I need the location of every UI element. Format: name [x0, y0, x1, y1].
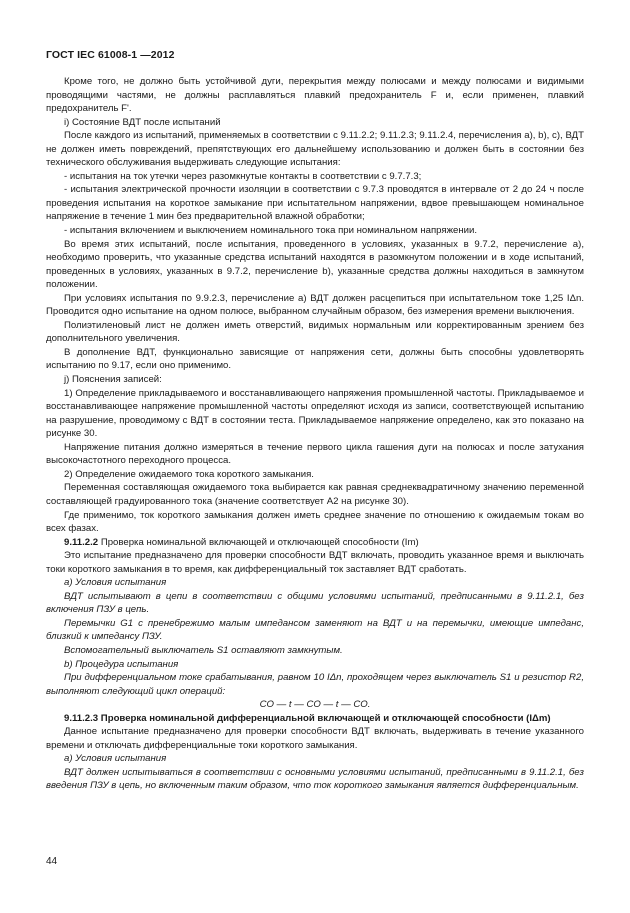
body-paragraph: i) Состояние ВДТ после испытаний: [64, 116, 221, 128]
italic-paragraph: ВДТ должен испытываться в соответствии с основными условиями испытаний, предписанными в 9.11.2.1, без введения ПЗУ в цепь, но включенным таким образом, что ток короткого замыкания является дифференциальным.: [46, 766, 584, 792]
section-heading: 9.11.2.3 Проверка номинальной дифференциальной включающей и отключающей способности (IΔm): [64, 712, 551, 724]
body-paragraph: 1) Определение прикладываемого и восстанавливающего напряжения промышленной частоты. Прикладываемое и восстанавливающее напряжение промышленной частоты определяют исходя из записи, соответствующей испытанию на разрушение, проводимому с ВДТ в состоянии теста. Прикладываемое напряжение определено, как это показано на рисунке 30.: [46, 387, 584, 440]
body-paragraph: - испытания включением и выключением номинального тока при номинальном напряжении.: [64, 225, 478, 237]
section-title: Проверка номинальной включающей и отключающей способности (Im): [100, 536, 419, 548]
italic-paragraph: b) Процедура испытания: [64, 658, 179, 670]
italic-paragraph: Вспомогательный выключатель S1 оставляют замкнутым.: [64, 644, 343, 656]
body-paragraph: Полиэтиленовый лист не должен иметь отверстий, видимых нормальным или корректированным зрением без дополнительного увеличения.: [46, 319, 584, 345]
body-paragraph: Где применимо, ток короткого замыкания должен иметь среднее значение по отношению к ожидаемым токам во всех фазах.: [46, 509, 584, 535]
body-paragraph: j) Пояснения записей:: [64, 374, 162, 386]
body-paragraph: Данное испытание предназначено для проверки способности ВДТ включать, выдерживать в течение указанного времени и отключать дифференциальные токи короткого замыкания.: [46, 726, 584, 751]
section-heading: [46, 536, 584, 550]
body-paragraph: Это испытание предназначено для проверки способности ВДТ включать, проводить указанное время и выключать токи короткого замыкания в то время, как дифференциальный ток заставляет ВДТ сработать.: [46, 550, 584, 575]
page-header: ГОСТ IEC 61008-1 —2012: [46, 49, 175, 61]
body-paragraph: После каждого из испытаний, применяемых в соответствии с 9.11.2.2; 9.11.2.3; 9.11.2.4, перечисления а), b), c), ВДТ не должен иметь повреждений, препятствующих его дальнейшему использованию и должен быть в состоянии без технического обслуживания выдерживать следующие испытания:: [46, 130, 584, 169]
body-paragraph: Переменная составляющая ожидаемого тока выбирается как равная среднеквадратичному значению переменной составляющей градуированного тока (значение соответствует A2 на рисунке 30).: [46, 482, 584, 507]
body-paragraph: При условиях испытания по 9.9.2.3, перечисление а) ВДТ должен расцепиться при испытательном токе 1,25 IΔn. Проводится одно испытание на одном полюсе, выбранном случайным образом, без измерения времени выключения.: [46, 292, 584, 318]
page-number: 44: [46, 856, 58, 867]
body-paragraph: В дополнение ВДТ, функционально зависящие от напряжения сети, должны быть способны удовлетворять испытанию по 9.17, если оно применимо.: [46, 346, 584, 372]
page-body: [46, 75, 584, 793]
body-paragraph: 2) Определение ожидаемого тока короткого замыкания.: [64, 468, 314, 480]
operation-cycle-formula: CO — t — CO — t — CO.: [259, 699, 371, 711]
body-paragraph: Во время этих испытаний, после испытания, проведенного в условиях, указанных в 9.7.2, перечисление а), необходимо проверить, что указанные средства испытаний находятся в разомкнутом положении и в ходе испытаний, проведенных в условиях, указанных в 9.7.2, перечисление b), указанные средства должны находиться в замкнутом положении.: [46, 238, 584, 291]
section-number: 9.11.2.2: [64, 536, 99, 548]
italic-paragraph: а) Условия испытания: [64, 753, 167, 765]
body-paragraph: - испытания на ток утечки через разомкнутые контакты в соответствии с 9.7.7.3;: [64, 170, 422, 182]
body-paragraph: Кроме того, не должно быть устойчивой дуги, перекрытия между полюсами и между полюсами и видимыми проводящими частями, не должны расплавляться плавкий предохранитель F и, если применен, плавкий предохранитель F'.: [46, 76, 584, 115]
italic-paragraph: ВДТ испытывают в цепи в соответствии с общими условиями испытаний, предписанными в 9.11.2.1, без включения ПЗУ в цепь.: [46, 590, 584, 616]
italic-paragraph: Перемычки G1 с пренебрежимо малым импедансом заменяют на ВДТ и на перемычки, имеющие импеданс, близкий к импедансу ПЗУ.: [46, 617, 584, 643]
body-paragraph: Напряжение питания должно измеряться в течение первого цикла гашения дуги на полюсах и после затухания высокочастотного переходного процесса.: [46, 441, 584, 467]
italic-paragraph: При дифференциальном токе срабатывания, равном 10 IΔn, проходящем через выключатель S1 и резистор R2, выполняют следующий цикл операций:: [46, 672, 584, 697]
body-paragraph: - испытания электрической прочности изоляции в соответствии с 9.7.3 проводятся в интервале от 2 до 24 ч после проведения испытания на короткое замыкание при испытательном напряжении, вдвое превышающем номинальное напряжение в течение 1 мин без предварительной влажной обработки;: [46, 184, 584, 223]
italic-paragraph: а) Условия испытания: [64, 577, 167, 589]
